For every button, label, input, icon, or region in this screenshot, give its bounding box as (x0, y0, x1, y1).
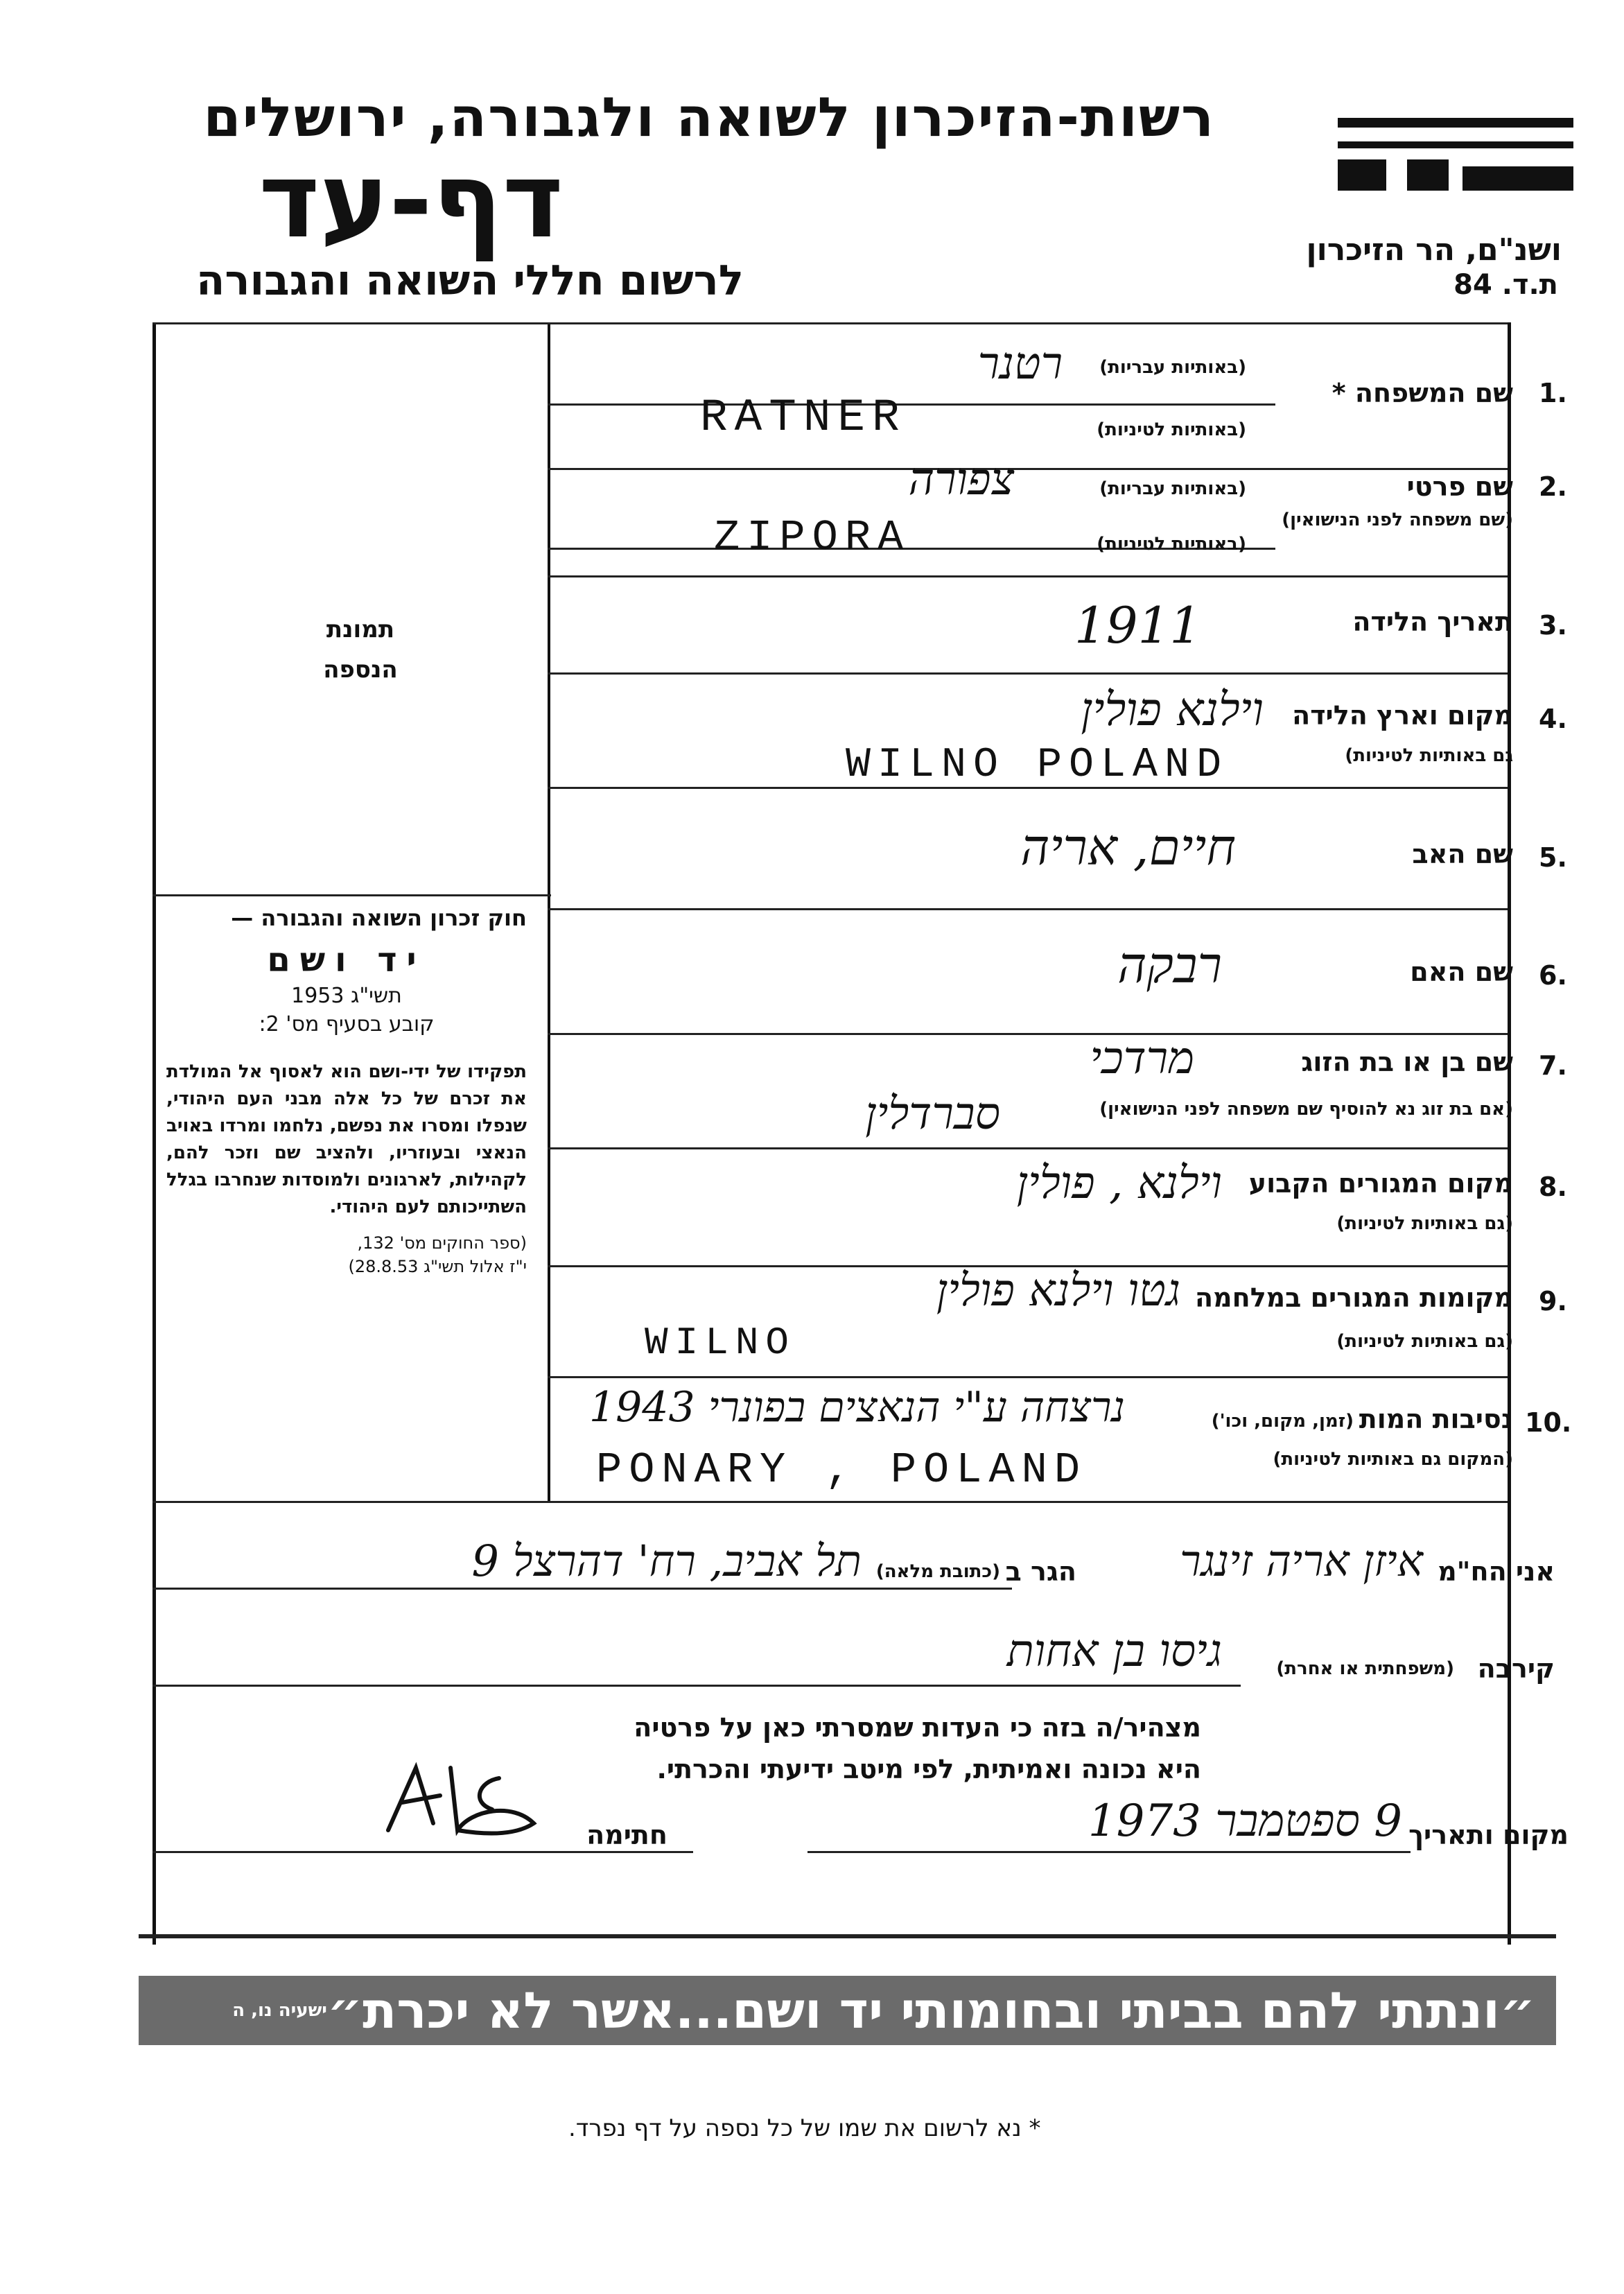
row-rule (548, 468, 1508, 470)
birth-place-latin-value: WILNO POLAND (846, 742, 1229, 789)
row-sublabel: גם באותיות לטיניות) (1345, 745, 1513, 766)
row-label: נסיבות המות (1359, 1404, 1513, 1434)
row-number: 7. (1539, 1050, 1567, 1081)
spouse-maiden-name-value: סברדלין (865, 1088, 1000, 1140)
row-rule (548, 1033, 1508, 1035)
row-sublabel: (גם באותיות לטיניות) (1336, 1213, 1513, 1234)
row-number: 3. (1539, 610, 1567, 641)
row-sublabel: (שם משפחה לפני הנישואין) (1282, 510, 1513, 530)
row-label: שם האם (1410, 957, 1513, 987)
law-source-2: י"ז אלול תשי"ג 28.8.53) (348, 1257, 527, 1276)
law-text-box (166, 905, 527, 1276)
witness-line (152, 1588, 1012, 1590)
death-circumstances-latin-value: PONARY , POLAND (596, 1445, 1088, 1495)
relation-label: קירבה (1477, 1653, 1555, 1684)
father-name-value: חיים, אריה (1020, 818, 1236, 876)
row-number: 5. (1539, 842, 1567, 873)
row-sublabel: (גם באותיות לטיניות) (1336, 1331, 1513, 1352)
row-label: מקומות המגורים במלחמה (1194, 1283, 1513, 1313)
birth-place-hebrew-value: וילנא פולין (1081, 683, 1264, 736)
column-divider (548, 322, 550, 1501)
quote-text: ״ונתתי להם בביתי ובחומותי יד ושם...אשר לא יכרת״ (326, 1981, 1535, 2040)
row-label: מקום וארץ הלידה (1292, 700, 1513, 731)
first-name-hebrew-value: צפורה (908, 454, 1014, 505)
yad-vashem-logo (1338, 118, 1573, 191)
witness-address-value: תל אביב, רח' דהרצל 9 (471, 1536, 862, 1586)
place-date-label: מקום ותאריך (1408, 1820, 1569, 1850)
row-hint-hebrew: (באותיות עבריות) (1099, 478, 1246, 499)
signature-label: חתימה (586, 1820, 667, 1850)
photo-placeholder (263, 610, 457, 690)
row-number: 4. (1539, 704, 1567, 734)
row-rule (548, 908, 1508, 910)
first-name-latin-value: ZIPORA (714, 513, 911, 562)
witness-name-value: איזן אריה זינגר (1180, 1536, 1423, 1586)
row-rule (548, 672, 1508, 675)
row-number: 10. (1525, 1407, 1572, 1438)
row-number: 6. (1539, 960, 1567, 991)
address-hint: (כתובת מלאה) (875, 1561, 1000, 1582)
witness-prefix: אני הח"מ (1438, 1556, 1555, 1587)
birth-date-value: 1911 (1074, 596, 1202, 654)
declaration-line-1: מצהיר/ה בזה כי העדות שמסרתי כאן על פרטיה (634, 1712, 1201, 1743)
quote-reference: ישעיה נו, ה (232, 2000, 327, 2021)
row-rule (548, 1376, 1508, 1378)
law-yad-vashem: יד ושם (267, 941, 426, 980)
row-sublabel: (אם בת זוג נא להוסיף שם משפחה לפני הנישואין) (1099, 1099, 1513, 1120)
photo-box-rule (152, 894, 551, 896)
permanent-residence-value: וילנא , פולין (1016, 1158, 1222, 1209)
relation-line (152, 1685, 1241, 1687)
row-label: תאריך הלידה (1352, 607, 1513, 637)
row-hint-latin: (באותיות לטיניות) (1097, 419, 1246, 440)
row-label: שם בן או בת הזוג (1301, 1047, 1513, 1077)
address-line-1: ושנ"ם, הר הזיכרון (1306, 232, 1562, 268)
row-label: שם האב (1412, 839, 1513, 869)
surname-latin-value: RATNER (700, 392, 907, 444)
row-rule (548, 403, 1275, 406)
bottom-rule (139, 1934, 1556, 1938)
place-date-value: 9 ספטמבר 1973 (1088, 1796, 1402, 1847)
law-source-1: (ספר החוקים מס' 132, (357, 1233, 527, 1253)
row-rule (548, 575, 1508, 577)
row-sublabel: (המקום גם באותיות לטיניות) (1273, 1449, 1513, 1470)
quote-banner (139, 1976, 1556, 2045)
spouse-name-value: מרדכי (1090, 1033, 1194, 1084)
photo-label-2: הנספה (323, 655, 398, 684)
row-label: שם המשפחה * (1331, 378, 1513, 408)
row-number: 1. (1539, 378, 1567, 408)
wartime-residence-latin-value: WILNO (645, 1321, 796, 1365)
death-circumstances-hebrew-value: נרצחה ע"י הנאצים בפונרי 1943 (588, 1383, 1125, 1432)
row-label: מקום המגורים הקבוע (1248, 1168, 1513, 1199)
wartime-residence-hebrew-value: גטו וילנא פולין (936, 1265, 1180, 1317)
row-rule (548, 1147, 1508, 1149)
form-title: דף-עד (259, 141, 564, 261)
mother-name-value: רבקה (1117, 936, 1222, 994)
witness-signature (374, 1754, 555, 1844)
row-hint-latin: (באותיות לטיניות) (1097, 534, 1246, 555)
surname-hebrew-value: רטנר (977, 338, 1063, 390)
address-line-2: ת.ד. 84 (1453, 269, 1558, 301)
relation-hint: (משפחתית או אחרת) (1276, 1658, 1454, 1679)
row-hint: (זמן, מקום, וכו') (1211, 1411, 1354, 1432)
law-clause: קובע בסעיף מס' 2: (259, 1012, 435, 1036)
law-body: תפקידו של ידי-ושם הוא לאסוף אל המולדת את זכרם של כל אלה מבני העם היהודי, שנפלו ומסרו את נפשם, נלחמו ומרדו באויב הנאצי ובעוזריו, ולהציב שם וזכר להם, לקהילות, לארגונים ולמוסדות שנחרבו בגלל השתייכותם לעם היהודי. (166, 1061, 527, 1217)
place-date-line (807, 1851, 1411, 1853)
row-number: 2. (1539, 471, 1567, 502)
row-hint-hebrew: (באותיות עבריות) (1099, 357, 1246, 378)
row-label: שם פרטי (1406, 471, 1513, 502)
lives-in-label: הגר ב (1005, 1556, 1076, 1587)
declaration-line-2: היא נכונה ואמיתית, לפי מיטב ידיעתי והכרתי. (656, 1754, 1201, 1784)
row-number: 9. (1539, 1286, 1567, 1317)
witness-rule (152, 1501, 1508, 1503)
law-heading: חוק זכרון השואה והגבורה — (231, 905, 527, 931)
footnote: * נא לרשום את שמו של כל נספה על דף נפרד. (568, 2114, 1041, 2142)
photo-label-1: תמונת (326, 616, 395, 643)
form-subtitle: לרשום חללי השואה והגבורה (196, 257, 744, 305)
organization-name: רשות-הזיכרון לשואה ולגבורה, ירושלים (203, 87, 1215, 149)
relation-value: גיסו בן אחות (1006, 1626, 1222, 1677)
top-rule (152, 322, 1508, 324)
row-number: 8. (1539, 1172, 1567, 1202)
law-year: תשי"ג 1953 (291, 984, 402, 1008)
signature-line (152, 1851, 693, 1853)
